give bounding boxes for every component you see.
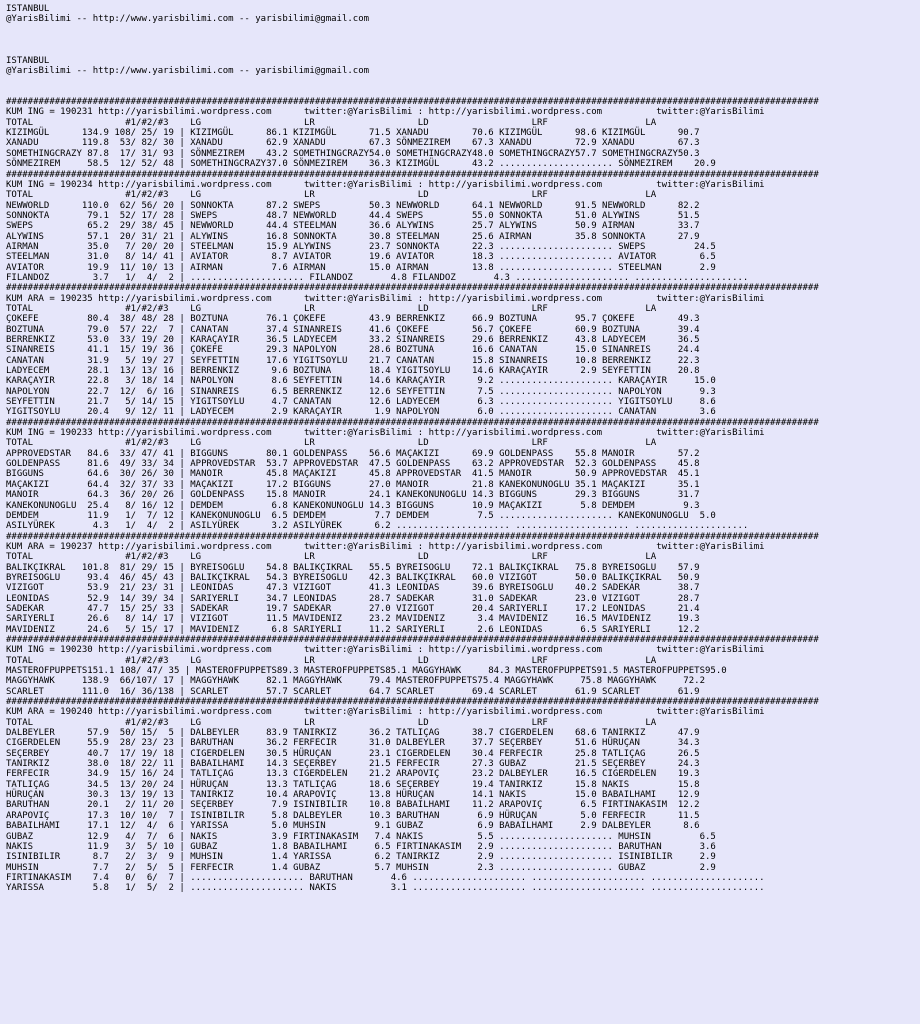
result-row: SARIYERLI 26.6 8/ 14/ 17 | VIZIGOT 11.5 MAVIDENIZ 23.2 MAVIDENIZ 3.4 MAVIDENIZ 16.5 MAVIDENIZ 19.3 <box>6 614 700 625</box>
column-header-row: TOTAL #1/#2/#3 LG LR LD LRF LA <box>6 438 657 449</box>
column-header-row: TOTAL #1/#2/#3 LG LR LD LRF LA <box>6 117 657 128</box>
result-row: BARUTHAN 20.1 2/ 11/ 20 | SEÇERBEY 7.9 ISINIBILIR 10.8 BABAILHAMI 11.2 ARAPOVIÇ 6.5 FIRTINAKASIM 12.2 <box>6 800 700 811</box>
result-row: MASTEROFPUPPETS151.1 108/ 47/ 35 | MASTEROFPUPPETS89.3 MASTEROFPUPPETS85.1 MAGGYHAWK 84.3 MASTEROFPUPPETS91.5 MASTEROFPUPPETS95.0 <box>6 666 727 676</box>
section-title: KUM ING = 190231 http://yarisbilimi.wordpress.com twitter:@YarisBilimi : http://yarisbilimi.wordpress.com twitter:@YarisBilimi <box>6 107 765 118</box>
section-title: KUM ARA = 190237 http://yarisbilimi.wordpress.com twitter:@YarisBilimi : http://yarisbilimi.wordpress.com twitter:@YarisBilimi <box>6 541 765 552</box>
result-row: SOMETHINGCRAZY 87.8 17/ 31/ 93 | SÖNMEZIREM 43.2 SOMETHINGCRAZY54.0 SOMETHINGCRAZY48.0 SOMETHINGCRAZY57.7 SOMETHINGCRAZY50.3 <box>6 148 700 159</box>
result-row: ASILYÜREK 4.3 1/ 4/ 2 | ASILYÜREK 3.2 ASILYÜREK 6.2 ..................... ..................... ..................... <box>6 521 749 532</box>
result-row: XANADU 119.8 53/ 82/ 30 | XANADU 62.9 XANADU 67.3 SÖNMEZIREM 67.3 XANADU 72.9 XANADU 67.3 <box>6 138 700 149</box>
section-title: KUM ING = 190230 http://yarisbilimi.wordpress.com twitter:@YarisBilimi : http://yarisbilimi.wordpress.com twitter:@YarisBilimi <box>6 645 765 656</box>
result-row: DEMDEM 11.9 1/ 7/ 12 | KANEKONUNOGLU 6.5 DEMDEM 7.7 DEMDEM 7.5 ..................... KANEKONUNOGLU 5.0 <box>6 510 716 521</box>
result-row: AIRMAN 35.0 7/ 20/ 20 | STEELMAN 15.9 ALYWINS 23.7 SONNOKTA 22.3 ..................... SWEPS 24.5 <box>6 241 716 252</box>
result-row: SÖNMEZIREM 58.5 12/ 52/ 48 | SOMETHINGCRAZY37.0 SÖNMEZIREM 36.3 KIZIMGÜL 43.2 ..................... SÖNMEZIREM 20.9 <box>6 159 716 170</box>
column-header-row: TOTAL #1/#2/#3 LG LR LD LRF LA <box>6 552 657 563</box>
result-row: MAÇAKIZI 64.4 32/ 37/ 33 | MAÇAKIZI 17.2 BIGGUNS 27.0 MANOIR 21.8 KANEKONUNOGLU 35.1 MAÇAKIZI 35.1 <box>6 479 700 490</box>
section-separator: ###################################################################################################################################################### <box>6 169 819 180</box>
section-separator: ###################################################################################################################################################### <box>6 97 819 108</box>
result-row: MUHSIN 7.7 2/ 5/ 5 | FERFECIR 1.4 GUBAZ 5.7 MUHSIN 2.3 ..................... GUBAZ 2.9 <box>6 862 716 873</box>
result-row: ISINIBILIR 8.7 2/ 3/ 9 | MUHSIN 1.4 YARISSA 6.2 TANIRKIZ 2.9 ..................... ISINIBILIR 2.9 <box>6 852 716 863</box>
result-row: MAGGYHAWK 138.9 66/107/ 17 | MAGGYHAWK 82.1 MAGGYHAWK 79.4 MASTEROFPUPPETS75.4 MAGGYHAWK 75.8 MAGGYHAWK 72.2 <box>6 676 705 687</box>
result-row: KANEKONUNOGLU 25.4 8/ 16/ 12 | DEMDEM 6.8 KANEKONUNOGLU 14.3 BIGGUNS 10.9 MAÇAKIZI 5.8 DEMDEM 9.3 <box>6 500 700 511</box>
result-row: NAPOLYON 22.7 12/ 6/ 16 | SINANREIS 6.5 BERRENKIZ 12.6 SEYFETTIN 7.5 ..................... NAPOLYON 9.3 <box>6 386 716 397</box>
section-title: KUM ARA = 190240 http://yarisbilimi.wordpress.com twitter:@YarisBilimi : http://yarisbilimi.wordpress.com twitter:@YarisBilimi <box>6 707 765 718</box>
result-row: SONNOKTA 79.1 52/ 17/ 28 | SWEPS 48.7 NEWWORLD 44.4 SWEPS 55.0 SONNOKTA 51.0 ALYWINS 51.5 <box>6 210 700 221</box>
result-row: HÜRUÇAN 30.3 13/ 19/ 13 | TANIRKIZ 10.4 ARAPOVIÇ 13.8 HÜRUÇAN 14.1 NAKIS 15.0 BABAILHAMI 12.9 <box>6 790 700 801</box>
result-row: NAKIS 11.9 3/ 5/ 10 | GUBAZ 1.8 BABAILHAMI 6.5 FIRTINAKASIM 2.9 ..................... BARUTHAN 3.6 <box>6 841 716 852</box>
header-line: @YarisBilimi -- http://www.yarisbilimi.com -- yarisbilimi@gmail.com <box>6 66 370 77</box>
result-row: GOLDENPASS 81.6 49/ 33/ 34 | APPROVEDSTAR 53.7 APPROVEDSTAR 47.5 GOLDENPASS 63.2 APPROVEDSTAR 52.3 GOLDENPASS 45.8 <box>6 459 700 470</box>
result-row: KIZIMGÜL 134.9 108/ 25/ 19 | KIZIMGÜL 86.1 KIZIMGÜL 71.5 XANADU 70.6 KIZIMGÜL 98.6 KIZIMGÜL 90.7 <box>6 128 700 139</box>
section-separator: ###################################################################################################################################################### <box>6 697 819 708</box>
section-separator: ###################################################################################################################################################### <box>6 417 819 428</box>
result-row: CIGERDELEN 55.9 28/ 23/ 23 | BARUTHAN 36.2 FERFECIR 31.0 DALBEYLER 37.7 SEÇERBEY 51.6 HÜRUÇAN 34.3 <box>6 738 700 749</box>
result-row: BALIKÇIKRAL 101.8 81/ 29/ 15 | BYREISOGLU 54.8 BALIKÇIKRAL 55.5 BYREISOGLU 72.1 BALIKÇIKRAL 75.8 BYREISOGLU 57.9 <box>6 562 700 573</box>
result-row: NEWWORLD 110.0 62/ 56/ 20 | SONNOKTA 87.2 SWEPS 50.3 NEWWORLD 64.1 NEWWORLD 91.5 NEWWORLD 82.2 <box>6 200 700 211</box>
section-title: KUM ING = 190234 http://yarisbilimi.wordpress.com twitter:@YarisBilimi : http://yarisbilimi.wordpress.com twitter:@YarisBilimi <box>6 179 765 190</box>
result-row: SWEPS 65.2 29/ 38/ 45 | NEWWORLD 44.4 STEELMAN 36.6 ALYWINS 25.7 ALYWINS 50.9 AIRMAN 33.7 <box>6 221 700 232</box>
result-row: TATLIÇAG 34.5 13/ 20/ 24 | HÜRUÇAN 13.3 TATLIÇAG 18.6 SEÇERBEY 19.4 TANIRKIZ 15.8 NAKIS 15.8 <box>6 779 700 790</box>
column-header-row: TOTAL #1/#2/#3 LG LR LD LRF LA <box>6 717 657 728</box>
result-row: SCARLET 111.0 16/ 36/138 | SCARLET 57.7 SCARLET 64.7 SCARLET 69.4 SCARLET 61.9 SCARLET 61.9 <box>6 686 700 697</box>
result-row: ÇOKEFE 80.4 38/ 48/ 28 | BOZTUNA 76.1 ÇOKEFE 43.9 BERRENKIZ 66.9 BOZTUNA 95.7 ÇOKEFE 49.3 <box>6 314 700 325</box>
result-row: LADYECEM 28.1 13/ 13/ 16 | BERRENKIZ 9.6 BOZTUNA 18.4 YIGITSOYLU 14.6 KARAÇAYIR 2.9 SEYFETTIN 20.8 <box>6 366 700 377</box>
result-row: AVIATOR 19.9 11/ 10/ 13 | AIRMAN 7.6 AIRMAN 15.0 AIRMAN 13.8 ..................... STEELMAN 2.9 <box>6 262 716 273</box>
result-row: MANOIR 64.3 36/ 20/ 26 | GOLDENPASS 15.8 MANOIR 24.1 KANEKONUNOGLU 14.3 BIGGUNS 29.3 BIGGUNS 31.7 <box>6 490 700 501</box>
result-row: GUBAZ 12.9 4/ 7/ 6 | NAKIS 3.9 FIRTINAKASIM 7.4 NAKIS 5.5 ..................... MUHSIN 6.5 <box>6 831 716 842</box>
result-row: LEONIDAS 52.9 14/ 39/ 34 | SARIYERLI 34.7 LEONIDAS 28.7 SADEKAR 31.0 SADEKAR 23.0 VIZIGOT 28.7 <box>6 593 700 604</box>
section-separator: ###################################################################################################################################################### <box>6 283 819 294</box>
result-row: YIGITSOYLU 20.4 9/ 12/ 11 | LADYECEM 2.9 KARAÇAYIR 1.9 NAPOLYON 6.0 ..................... CANATAN 3.6 <box>6 407 716 418</box>
result-row: ARAPOVIÇ 17.3 10/ 10/ 7 | ISINIBILIR 5.8 DALBEYLER 10.3 BARUTHAN 6.9 HÜRUÇAN 5.0 FERFECIR 11.5 <box>6 810 700 821</box>
section-title: KUM ARA = 190235 http://yarisbilimi.wordpress.com twitter:@YarisBilimi : http://yarisbilimi.wordpress.com twitter:@YarisBilimi <box>6 293 765 304</box>
section-title: KUM ING = 190233 http://yarisbilimi.wordpress.com twitter:@YarisBilimi : http://yarisbilimi.wordpress.com twitter:@YarisBilimi <box>6 428 765 439</box>
result-row: YARISSA 5.8 1/ 5/ 2 | ..................... NAKIS 3.1 ..................... ..................... ..................... <box>6 883 765 894</box>
result-row: VIZIGOT 53.9 21/ 23/ 31 | LEONIDAS 47.3 VIZIGOT 41.3 LEONIDAS 39.6 BYREISOGLU 40.2 SADEKAR 38.7 <box>6 583 700 594</box>
result-row: SEYFETTIN 21.7 5/ 14/ 15 | YIGITSOYLU 4.7 CANATAN 12.6 LADYECEM 6.3 ..................... YIGITSOYLU 8.6 <box>6 397 716 408</box>
result-row: SEÇERBEY 40.7 17/ 19/ 18 | CIGERDELEN 30.5 HÜRUÇAN 23.1 CIGERDELEN 30.4 FERFECIR 25.8 TATLIÇAG 26.5 <box>6 748 700 759</box>
result-row: SINANREIS 41.1 15/ 19/ 36 | ÇOKEFE 29.3 NAPOLYON 28.6 BOZTUNA 16.6 CANATAN 15.0 SINANREIS 24.4 <box>6 345 700 356</box>
header-line: ISTANBUL <box>6 55 50 66</box>
column-header-row: TOTAL #1/#2/#3 LG LR LD LRF LA <box>6 303 657 314</box>
result-row: BIGGUNS 64.6 30/ 26/ 30 | MANOIR 45.8 MAÇAKIZI 45.8 APPROVEDSTAR 41.5 MANOIR 50.9 APPROVEDSTAR 45.1 <box>6 469 700 480</box>
result-row: BABAILHAMI 17.1 12/ 4/ 6 | YARISSA 5.0 MUHSIN 9.1 GUBAZ 6.9 BABAILHAMI 2.9 DALBEYLER 8.6 <box>6 821 700 832</box>
result-row: FERFECIR 34.9 15/ 16/ 24 | TATLIÇAG 13.3 CIGERDELEN 21.2 ARAPOVIÇ 23.2 DALBEYLER 16.5 CIGERDELEN 19.3 <box>6 769 700 780</box>
result-row: TANIRKIZ 38.0 18/ 22/ 11 | BABAILHAMI 14.3 SEÇERBEY 21.5 FERFECIR 27.3 GUBAZ 21.5 SEÇERBEY 24.3 <box>6 759 700 770</box>
result-row: BYREISOGLU 93.4 46/ 45/ 43 | BALIKÇIKRAL 54.3 BYREISOGLU 42.3 BALIKÇIKRAL 60.0 VIZIGOT 50.0 BALIKÇIKRAL 50.9 <box>6 572 700 583</box>
column-header-row: TOTAL #1/#2/#3 LG LR LD LRF LA <box>6 655 657 666</box>
result-row: ALYWINS 57.1 20/ 31/ 21 | ALYWINS 16.8 SONNOKTA 30.8 STEELMAN 25.6 AIRMAN 35.8 SONNOKTA 27.9 <box>6 231 700 242</box>
result-row: FIRTINAKASIM 7.4 0/ 6/ 7 | ..................... BARUTHAN 4.6 ..................... ..................... ..................... <box>6 872 765 883</box>
result-row: STEELMAN 31.0 8/ 14/ 41 | AVIATOR 8.7 AVIATOR 19.6 AVIATOR 18.3 ..................... AVIATOR 6.5 <box>6 252 716 263</box>
result-row: MAVIDENIZ 24.6 5/ 15/ 17 | MAVIDENIZ 6.8 SARIYERLI 11.2 SARIYERLI 2.6 LEONIDAS 6.5 SARIYERLI 12.2 <box>6 624 700 635</box>
result-row: KARAÇAYIR 22.8 3/ 18/ 14 | NAPOLYON 8.6 SEYFETTIN 14.6 KARAÇAYIR 9.2 ..................... KARAÇAYIR 15.0 <box>6 376 716 387</box>
header-line: ISTANBUL <box>6 4 50 14</box>
result-row: FILANDOZ 3.7 1/ 4/ 2 | ..................... FILANDOZ 4.8 FILANDOZ 4.3 ..................... ..................... <box>6 272 749 283</box>
header-line: @YarisBilimi -- http://www.yarisbilimi.com -- yarisbilimi@gmail.com <box>6 14 370 25</box>
result-row: CANATAN 31.9 5/ 19/ 27 | SEYFETTIN 17.6 YIGITSOYLU 21.7 CANATAN 15.8 SINANREIS 10.8 BERRENKIZ 22.3 <box>6 355 700 366</box>
result-row: SADEKAR 47.7 15/ 25/ 33 | SADEKAR 19.7 SADEKAR 27.0 VIZIGOT 20.4 SARIYERLI 17.2 LEONIDAS 21.4 <box>6 603 700 614</box>
section-separator: ###################################################################################################################################################### <box>6 634 819 645</box>
result-row: BERRENKIZ 53.0 33/ 19/ 20 | KARAÇAYIR 36.5 LADYECEM 33.2 SINANREIS 29.6 BERRENKIZ 43.8 LADYECEM 36.5 <box>6 335 700 345</box>
result-row: BOZTUNA 79.0 57/ 22/ 7 | CANATAN 37.4 SINANREIS 41.6 ÇOKEFE 56.7 ÇOKEFE 60.9 BOZTUNA 39.4 <box>6 324 700 335</box>
result-row: DALBEYLER 57.9 50/ 15/ 5 | DALBEYLER 83.9 TANIRKIZ 36.2 TATLIÇAG 38.7 CIGERDELEN 68.6 TANIRKIZ 47.9 <box>6 728 700 739</box>
result-row: APPROVEDSTAR 84.6 33/ 47/ 41 | BIGGUNS 80.1 GOLDENPASS 56.6 MAÇAKIZI 69.9 GOLDENPASS 55.8 MANOIR 57.2 <box>6 448 700 459</box>
section-separator: ###################################################################################################################################################### <box>6 531 819 542</box>
column-header-row: TOTAL #1/#2/#3 LG LR LD LRF LA <box>6 190 657 201</box>
